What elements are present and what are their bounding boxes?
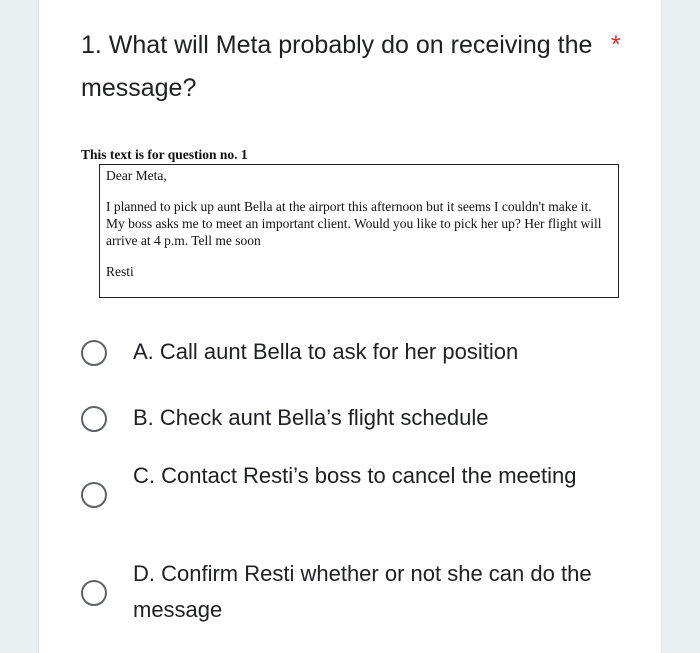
letter-box bbox=[99, 164, 619, 298]
radio-button-b[interactable] bbox=[81, 406, 107, 432]
question-card bbox=[38, 0, 662, 653]
letter-greeting: Dear Meta, bbox=[106, 168, 167, 183]
option-c-label[interactable]: C. Contact Resti’s boss to cancel the meeting bbox=[133, 463, 577, 488]
letter-body: I planned to pick up aunt Bella at the airport this afternoon but it seems I couldn't make it. My boss asks me to meet an important client. Would you like to pick her up? Her flight will arrive at 4 p.m. Tell me soon bbox=[106, 199, 602, 248]
letter-signature: Resti bbox=[106, 264, 134, 279]
radio-button-a[interactable] bbox=[81, 340, 107, 366]
question-image bbox=[81, 146, 621, 304]
radio-button-c[interactable] bbox=[81, 482, 107, 508]
option-a-label[interactable]: A. Call aunt Bella to ask for her position bbox=[133, 339, 519, 364]
required-asterisk: * bbox=[611, 31, 621, 59]
radio-button-d[interactable] bbox=[81, 580, 107, 606]
option-d-label[interactable]: D. Confirm Resti whether or not she can do the message bbox=[133, 561, 592, 622]
image-caption: This text is for question no. 1 bbox=[81, 147, 248, 162]
option-b-label[interactable]: B. Check aunt Bella’s flight schedule bbox=[133, 405, 489, 430]
question-title: 1. What will Meta probably do on receiving the message? bbox=[81, 31, 593, 102]
